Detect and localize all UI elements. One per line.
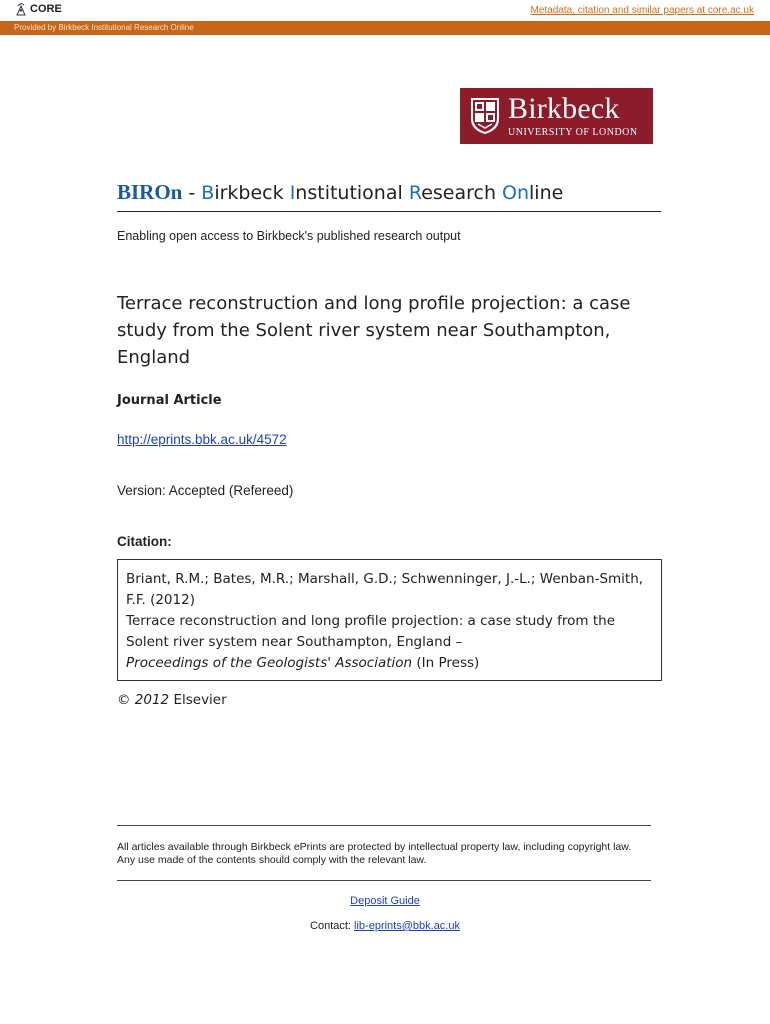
core-logo-text: CORE	[30, 3, 62, 15]
citation-title: Terrace reconstruction and long profile projection: a case study from the Solent river system near Southampton, England –	[126, 613, 616, 650]
article-version: Version: Accepted (Refereed)	[117, 483, 294, 498]
deposit-guide-link[interactable]: Deposit Guide	[350, 895, 420, 907]
citation-status: (In Press)	[412, 655, 480, 671]
core-provided-bar	[0, 21, 770, 35]
divider-top	[117, 825, 651, 826]
heading-word-line: line	[529, 182, 564, 204]
core-metadata-link[interactable]: Metadata, citation and similar papers at core.ac.uk	[530, 5, 754, 16]
contact-label: Contact:	[310, 920, 355, 932]
repository-heading	[117, 180, 661, 212]
article-url-link[interactable]: http://eprints.bbk.ac.uk/4572	[117, 432, 287, 447]
heading-letter-i: I	[289, 182, 296, 204]
contact-row	[0, 920, 770, 932]
shield-icon	[470, 97, 500, 135]
heading-letter-r: R	[408, 182, 422, 204]
citation-journal: Proceedings of the Geologists' Association	[126, 655, 413, 671]
heading-word-birkbeck: irkbeck	[214, 182, 290, 204]
birkbeck-logo	[460, 88, 653, 144]
citation-journal-line	[126, 653, 653, 674]
heading-dash: -	[182, 182, 202, 204]
article-title: Terrace reconstruction and long profile projection: a case study from the Solent river system near Southampton, England	[117, 293, 631, 368]
core-icon	[16, 2, 26, 16]
citation-authors: Briant, R.M.; Bates, M.R.; Marshall, G.D.; Schwenninger, J.-L.; Wenban-Smith, F.F. (2012)	[126, 571, 644, 608]
heading-letters-on: On	[502, 182, 530, 204]
biron-acronym: BIROn	[117, 180, 183, 204]
divider-bottom	[117, 880, 651, 881]
core-provided-text: Provided by Birkbeck Institutional Research Online	[14, 23, 194, 32]
copyright-holder: Elsevier	[169, 692, 227, 708]
citation-label: Citation:	[117, 534, 172, 549]
legal-notice: All articles available through Birkbeck ePrints are protected by intellectual property law, including copyright law. Any use made of the contents should comply with the relevant law.	[117, 841, 632, 866]
heading-word-research: esearch	[421, 182, 503, 204]
contact-email-link[interactable]: lib-eprints@bbk.ac.uk	[354, 920, 460, 932]
citation-box	[117, 559, 662, 681]
core-logo[interactable]	[16, 2, 62, 16]
heading-word-institutional: nstitutional	[295, 182, 409, 204]
logo-name: Birkbeck	[508, 92, 620, 125]
heading-letter-b: B	[201, 182, 215, 204]
tagline: Enabling open access to Birkbeck's published research output	[117, 229, 461, 243]
article-type: Journal Article	[117, 393, 222, 408]
logo-subtitle: UNIVERSITY OF LONDON	[508, 127, 638, 138]
deposit-guide-row	[0, 895, 770, 907]
copyright-line	[117, 692, 227, 708]
copyright-year: © 2012	[117, 692, 170, 708]
